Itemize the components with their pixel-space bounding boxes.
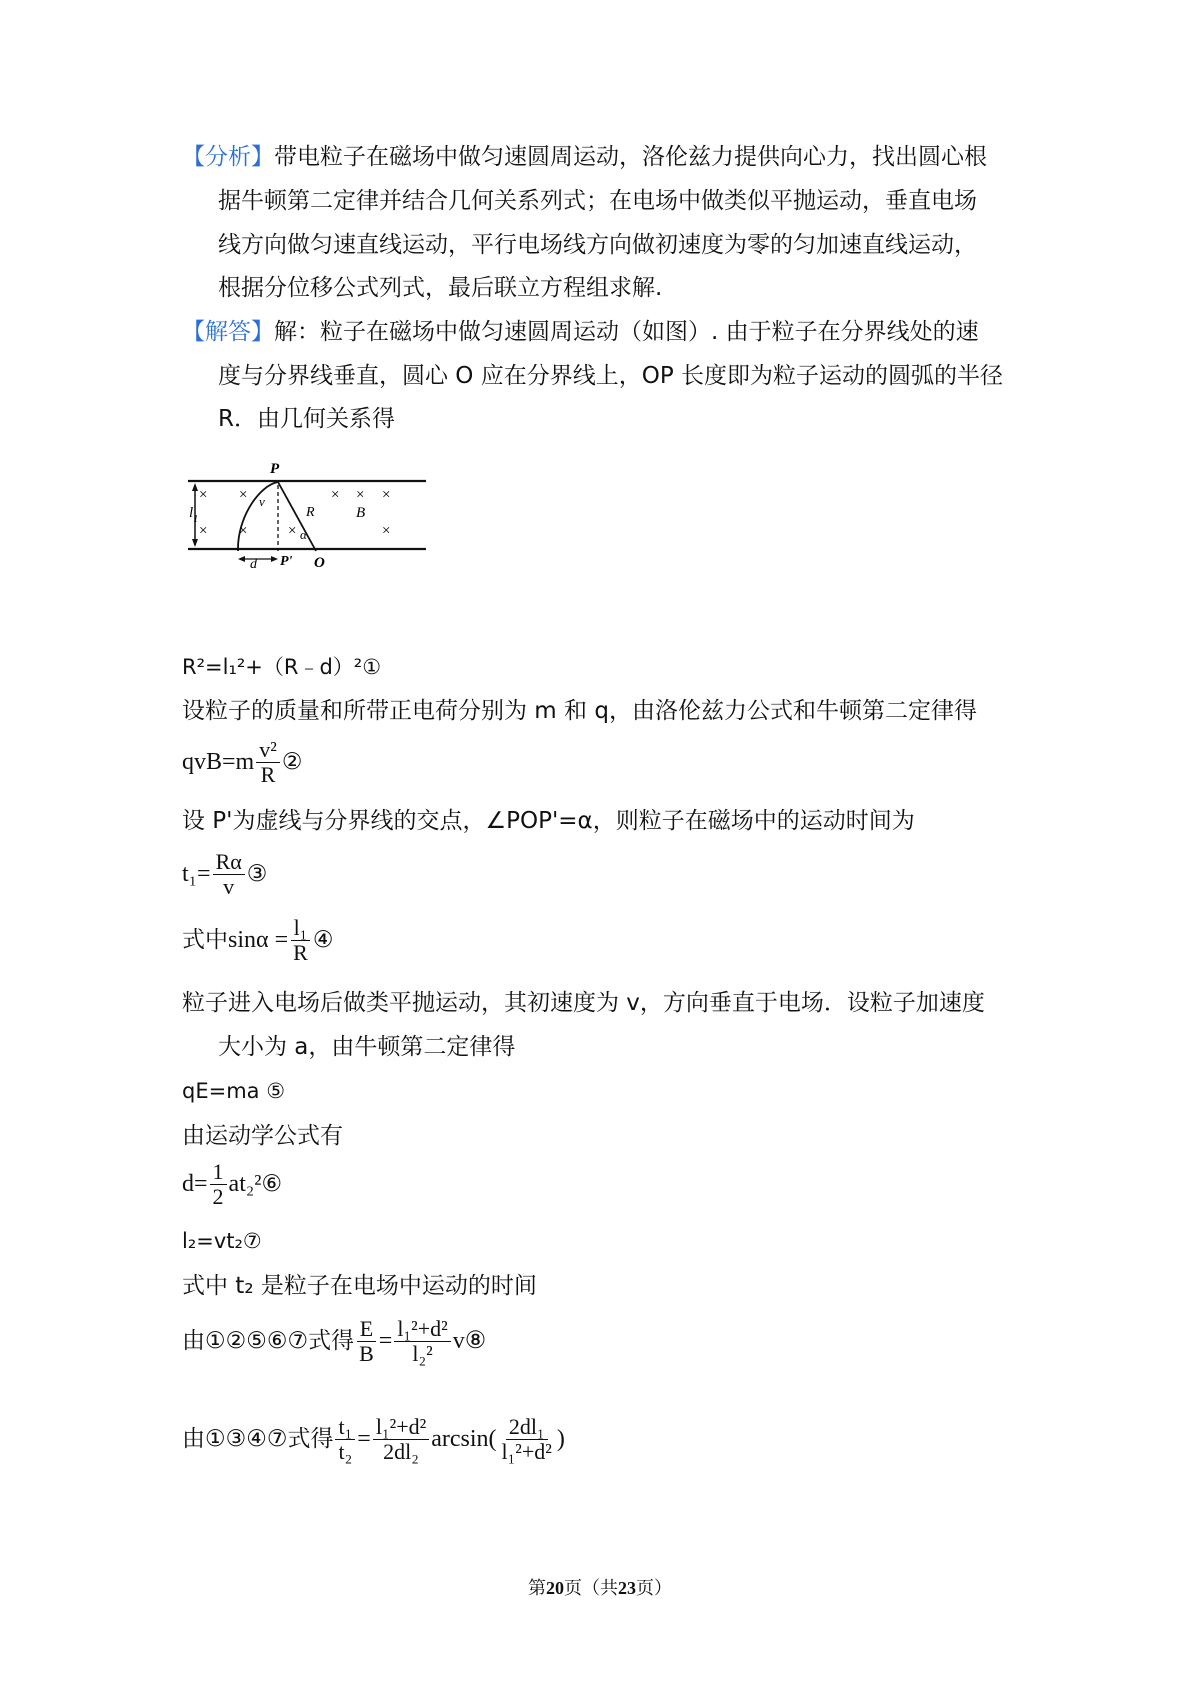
velocity-label: v — [259, 494, 265, 509]
text-line-3a: 粒子进入电场后做类平抛运动，其初速度为 v，方向垂直于电场．设粒子加速度 — [182, 990, 985, 1016]
analysis-line-3: 线方向做匀速直线运动，平行电场线方向做初速度为零的匀加速直线运动， — [218, 232, 977, 258]
equation-5: qE=ma ⑤ — [182, 1079, 286, 1103]
solution-text-1: 解：粒子在磁场中做匀速圆周运动（如图）. 由于粒子在分界线处的速 — [274, 319, 979, 345]
total-page-count: 23 — [618, 1578, 636, 1598]
solution-line-1 — [182, 317, 979, 347]
d-label: d — [250, 557, 257, 572]
text-line-3b: 大小为 a，由牛顿第二定律得 — [218, 1034, 516, 1060]
text-line-4: 由运动学公式有 — [182, 1123, 343, 1149]
equation-6: d= $\frac{1}{2}$ at₂²⑥ — [182, 1159, 283, 1209]
analysis-line-2: 据牛顿第二定律并结合几何关系列式；在电场中做类似平抛运动，垂直电场 — [218, 188, 977, 214]
current-page-number: 20 — [546, 1578, 564, 1598]
eq9-fraction-mid: $\frac{\text{l₁²+d²}}{\text{2dl₂}}$ — [373, 1415, 429, 1464]
svg-text:×: × — [199, 487, 208, 503]
analysis-line-1 — [182, 142, 987, 172]
analysis-text-1: 带电粒子在磁场中做匀速圆周运动，洛伦兹力提供向心力，找出圆心根 — [274, 144, 987, 170]
eq8-fraction-right: $\frac{\text{l₁²+d²}}{\text{l₂²}}$ — [394, 1317, 450, 1366]
equation-2: qvB=m $\frac{\text{v²}}{R}$ ② — [182, 737, 303, 787]
eq4-fraction: $\frac{\text{l₁}}{R}$ — [290, 916, 311, 965]
solution-line-3: R．由几何关系得 — [218, 406, 395, 432]
solution-line-2: 度与分界线垂直，圆心 O 应在分界线上，OP 长度即为粒子运动的圆弧的半径 — [218, 363, 1004, 389]
field-b-label: B — [356, 505, 366, 521]
equation-4: 式中sinα = $\frac{\text{l₁}}{R}$ ④ — [182, 915, 334, 965]
svg-text:×: × — [239, 523, 248, 539]
eq9-fraction-left: $\frac{\text{t₁}}{\text{t₂}}$ — [335, 1415, 355, 1464]
equation-3: t₁= $\frac{R\alpha}{v}$ ③ — [182, 849, 268, 899]
svg-text:×: × — [239, 487, 248, 503]
eq3-fraction: $\frac{R\alpha}{v}$ — [213, 850, 245, 899]
svg-text:×: × — [199, 523, 208, 539]
radius-label: R — [306, 505, 315, 520]
solution-tag: 【解答】 — [182, 319, 274, 345]
svg-text:×: × — [331, 487, 340, 503]
svg-text:×: × — [356, 487, 365, 503]
point-o-label: O — [314, 555, 325, 571]
analysis-line-4: 根据分位移公式列式，最后联立方程组求解. — [218, 275, 663, 301]
text-line-1: 设粒子的质量和所带正电荷分别为 m 和 q，由洛伦兹力公式和牛顿第二定律得 — [182, 698, 977, 724]
svg-text:×: × — [382, 523, 391, 539]
eq8-fraction-left: $\frac{E}{B}$ — [356, 1317, 377, 1366]
point-p-label: P — [270, 461, 280, 477]
eq2-fraction: $\frac{\text{v²}}{R}$ — [256, 738, 280, 787]
l1-label: $l_1$ — [189, 505, 199, 525]
text-line-2: 设 P'为虚线与分界线的交点，∠POP'=α，则粒子在磁场中的运动时间为 — [182, 808, 915, 834]
equation-8: 由①②⑤⑥⑦式得 $\frac{E}{B}$ = $\frac{\text{l₁²+d²}}{\text{l₂²}}$ v⑧ — [182, 1316, 487, 1366]
point-pprime-label: P' — [280, 554, 293, 569]
equation-7: l₂=vt₂⑦ — [182, 1229, 262, 1253]
svg-text:×: × — [288, 523, 297, 539]
trajectory-figure — [182, 455, 432, 630]
analysis-tag: 【分析】 — [182, 144, 274, 170]
eq6-fraction: $\frac{1}{2}$ — [210, 1160, 227, 1209]
page-footer: 第20页（共23页） — [528, 1578, 672, 1598]
svg-text:×: × — [382, 487, 391, 503]
eq9-fraction-right: $\frac{\text{2dl₁}}{\text{l₁²+d²}}$ — [501, 1414, 552, 1464]
alpha-label: α — [300, 527, 307, 542]
text-line-5: 式中 t₂ 是粒子在电场中运动的时间 — [182, 1273, 537, 1299]
equation-1: R²=l₁²+（R﹣d）²① — [182, 655, 382, 679]
equation-9: 由①③④⑦式得 $\frac{\text{t₁}}{\text{t₂}}$ = $\frac{\text{l₁²+d²}}{\text{2dl₂}}$ arcsin( $\frac{\text{2dl₁}}{\text{l₁²+d²}}$ ) — [182, 1414, 565, 1464]
